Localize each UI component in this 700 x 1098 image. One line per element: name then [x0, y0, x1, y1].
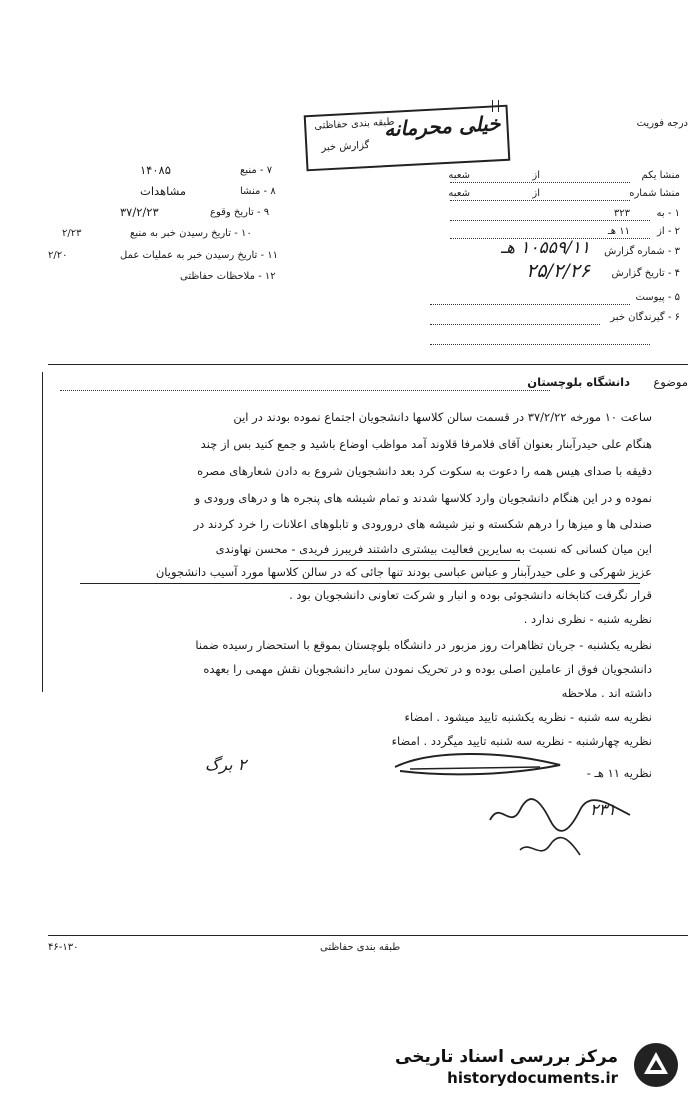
- field-value: شعبه: [448, 188, 470, 199]
- field-label: ۵ - پیوست: [635, 292, 680, 303]
- header-divider: [48, 364, 688, 365]
- body-line: نظریه شنبه - نظری ندارد .: [523, 612, 652, 626]
- body-line: هنگام علی حیدرآبنار بعنوان آقای فلامرفا قلاوند آمد مواظب اوضاع باشید و جمع کنید بس از چند: [200, 437, 652, 451]
- body-line: نظریه یکشنبه - جریان تظاهرات روز مزبور در دانشگاه بلوچستان بموقع با استحضار رسیده ضمنا: [195, 638, 652, 652]
- field-value: ۱۴۰۸۵: [140, 163, 171, 177]
- body-line: نظریه چهارشنبه - نظریه سه شنبه تایید میگردد . امضاء: [391, 734, 652, 748]
- archive-logo-icon: [628, 1040, 684, 1090]
- field-label: ۴ - تاریخ گزارش: [611, 268, 680, 279]
- field-label: ۱۰ - تاریخ رسیدن خبر به منبع: [130, 228, 252, 239]
- field-value: مشاهدات: [140, 184, 187, 198]
- field-label: ۲ - از: [657, 226, 680, 237]
- field-label: ۸ - منشا: [240, 186, 276, 197]
- stamp-word: خیلی محرمانه: [383, 111, 501, 142]
- classification-stamp: [304, 105, 511, 172]
- subject-value: دانشگاه بلوچستان: [527, 375, 630, 389]
- subject-label: موضوع: [653, 375, 688, 389]
- handwritten-number: ۲۳۱: [590, 800, 616, 819]
- body-line: نظریه سه شنبه - نظریه یکشنبه تایید میشود . امضاء: [404, 710, 652, 724]
- footer-classification: طبقه بندی حفاظتی: [320, 942, 401, 953]
- handwritten-signature: [480, 780, 640, 870]
- body-line: دانشجویان فوق از عاملین اصلی بوده و در تحریک نمودن سایر دانشجویان نقش مهمی را بعهده: [203, 662, 652, 676]
- website-url: historydocuments.ir: [447, 1069, 618, 1087]
- body-line: داشته اند . ملاحظه: [561, 686, 652, 700]
- left-margin-line: [42, 372, 43, 692]
- body-line: این میان کسانی که نسبت به سایرین فعالیت بیشتری داشتند فریبرز فریدی - محسن نهاوندی: [215, 542, 652, 556]
- field-value: ۱۱ هـ: [607, 226, 630, 237]
- handwritten-note: ۲ برگ: [205, 755, 247, 774]
- field-label: ۱ - به: [656, 208, 680, 219]
- field-value: از: [532, 170, 540, 181]
- body-line: دقیقه با صدای هیس همه را دعوت به سکوت کرد بعد دانشجویان شروع به دادن شعارهای مصره: [197, 464, 652, 478]
- report-date: ۲۵/۲/۲۶: [526, 260, 590, 282]
- body-line: عزیز شهرکی و علی حیدرآبنار و عباس عباسی بودند تنها جائی که در سالن کلاسها مورد آسیب دانشجویان: [155, 565, 652, 579]
- field-label: ۹ - تاریخ وقوع: [210, 207, 270, 218]
- body-line: صندلی ها و میزها را درهم شکسته و نیز شیشه های درورودی و تابلوهای اعلانات را خرد کردند در: [193, 517, 652, 531]
- field-value: شعبه: [448, 170, 470, 181]
- stamp-sub2: گزارش خبر: [321, 139, 370, 154]
- stamp-tick: [498, 100, 499, 112]
- field-value: ۲/۲۰: [48, 250, 68, 261]
- body-line: نموده و در این هنگام دانشجویان وارد کلاسها شدند و تمام شیشه های پنجره ها و درهای ورودی و: [194, 491, 652, 505]
- field-value: از: [532, 188, 540, 199]
- signature-scrawl: [390, 745, 570, 785]
- field-value: ۳۷/۲/۲۳: [120, 205, 159, 219]
- stamp-tick: [492, 100, 493, 112]
- priority-label: درجه فوریت: [636, 118, 688, 129]
- form-number: ۴۶-۱۳۰: [48, 942, 79, 953]
- body-line: قرار نگرفت کتابخانه دانشجوئی بوده و انبار و شرکت تعاونی دانشجویان بود .: [289, 588, 652, 602]
- field-value: ۲/۲۳: [62, 228, 82, 239]
- field-label: ۱۲ - ملاحظات حفاظتی: [180, 271, 276, 282]
- field-label: منشا یکم: [641, 170, 680, 181]
- logo-text: مرکز بررسی اسناد تاریخی: [395, 1047, 618, 1067]
- report-number: ۱۰۵۵۹/۱۱ هـ: [500, 238, 590, 258]
- field-label: ۷ - منبع: [240, 165, 273, 176]
- field-label: منشا شماره: [629, 188, 680, 199]
- footer-divider: [48, 935, 688, 936]
- field-value: ۳۲۳: [613, 208, 630, 219]
- field-label: ۶ - گیرندگان خبر: [610, 312, 680, 323]
- stamp-sub1: طبقه بندی حفاظتی: [313, 116, 395, 132]
- field-label: ۱۱ - تاریخ رسیدن خبر به عملیات عمل: [120, 250, 279, 261]
- nazarieh-11: نظریه ۱۱ هـ -: [586, 766, 652, 780]
- body-line: ساعت ۱۰ مورخه ۳۷/۲/۲۲ در قسمت سالن کلاسها دانشجویان اجتماع نموده بودند در این: [233, 410, 652, 424]
- field-label: ۳ - شماره گزارش: [604, 246, 680, 257]
